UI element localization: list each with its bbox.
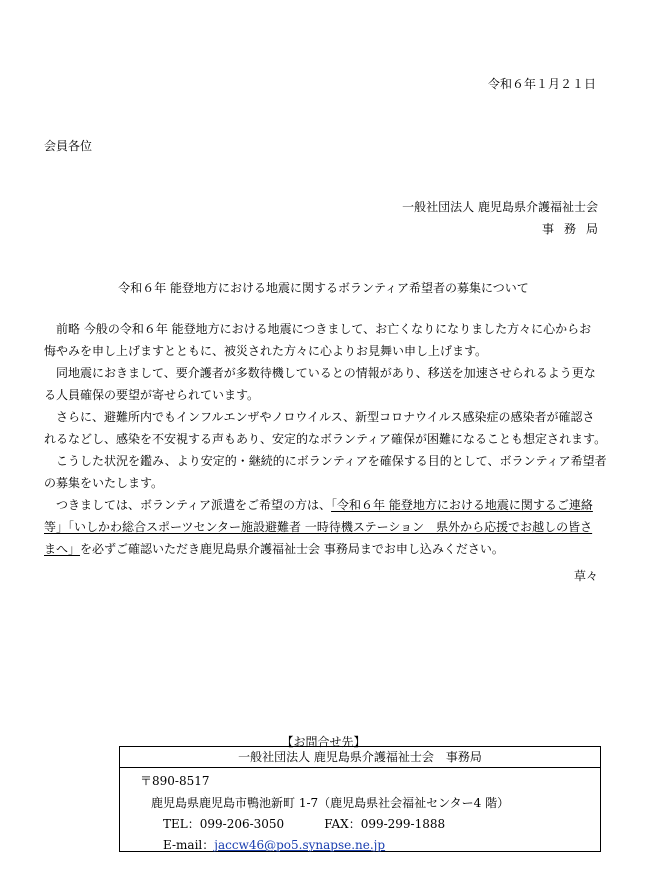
closing-phrase: 草々	[573, 569, 598, 583]
contact-fax: FAX：099-299-1888	[324, 817, 446, 831]
apply-text: を必ずご確認いただき鹿児島県介護福祉士会 事務局までお申し込みください。	[80, 542, 504, 556]
body-line: さらに、避難所内でもインフルエンザやノロウイルス、新型コロナウイルス感染症の感染者が確認さ	[44, 410, 595, 424]
sender-organization: 一般社団法人 鹿児島県介護福祉士会	[402, 200, 598, 214]
apply-line	[44, 494, 604, 516]
sender-block	[402, 196, 608, 240]
body-line: る人員確保の要望が寄せられています。	[44, 388, 260, 402]
body-line: 同地震におきまして、要介護者が多数待機しているとの情報があり、移送を加速させられるよう更な	[44, 366, 596, 380]
apply-line	[44, 538, 604, 560]
contact-email-link[interactable]: jaccw46@po5.synapse.ne.jp	[214, 838, 386, 852]
document-subject: 令和６年 能登地方における地震に関するボランティア希望者の募集について	[118, 281, 529, 295]
referenced-notice-title: 等」「いしかわ総合スポーツセンター施設避難者 一時待機ステーション 県外から応援でお越しの皆さ	[44, 520, 593, 534]
contact-box	[119, 746, 601, 852]
contact-phone-fax	[163, 815, 445, 832]
referenced-notice-title: まへ」	[44, 542, 81, 556]
body-line: 前略 今般の令和６年 能登地方における地震につきまして、お亡くなりになりました方々に心からお	[44, 322, 592, 336]
sender-office: 事務局	[541, 222, 608, 236]
body-line: 悔やみを申し上げますとともに、被災された方々に心よりお見舞い申し上げます。	[44, 344, 488, 358]
body-line: れるなどし、感染を不安視する声もあり、安定的なボランティア確保が困難になることも想定されます。	[44, 432, 607, 446]
contact-address: 鹿児島県鹿児島市鴨池新町 1-7（鹿児島県社会福祉センター4 階）	[151, 796, 510, 810]
apply-text: つきましては、ボランティア派遣をご希望の方は、	[44, 498, 332, 512]
contact-email-label: E-mail：	[163, 838, 215, 852]
apply-line	[44, 516, 604, 538]
contact-tel: TEL：099-206-3050	[163, 817, 285, 831]
contact-email-row	[163, 836, 385, 853]
recipient: 会員各位	[44, 139, 93, 153]
referenced-notice-title: 「令和６年 能登地方における地震に関するご連絡	[331, 498, 593, 512]
contact-postal-code: 〒890-8517	[140, 774, 210, 788]
document-body	[44, 318, 607, 560]
contact-heading: 【お問合せ先】	[281, 735, 366, 749]
body-line: の募集をいたします。	[44, 476, 164, 490]
document-date: 令和６年１月２１日	[487, 77, 596, 91]
contact-organization: 一般社団法人 鹿児島県介護福祉士会 事務局	[120, 747, 600, 768]
body-line: こうした状況を鑑み、より安定的・継続的にボランティアを確保する目的として、ボランティア希望者	[44, 454, 607, 468]
